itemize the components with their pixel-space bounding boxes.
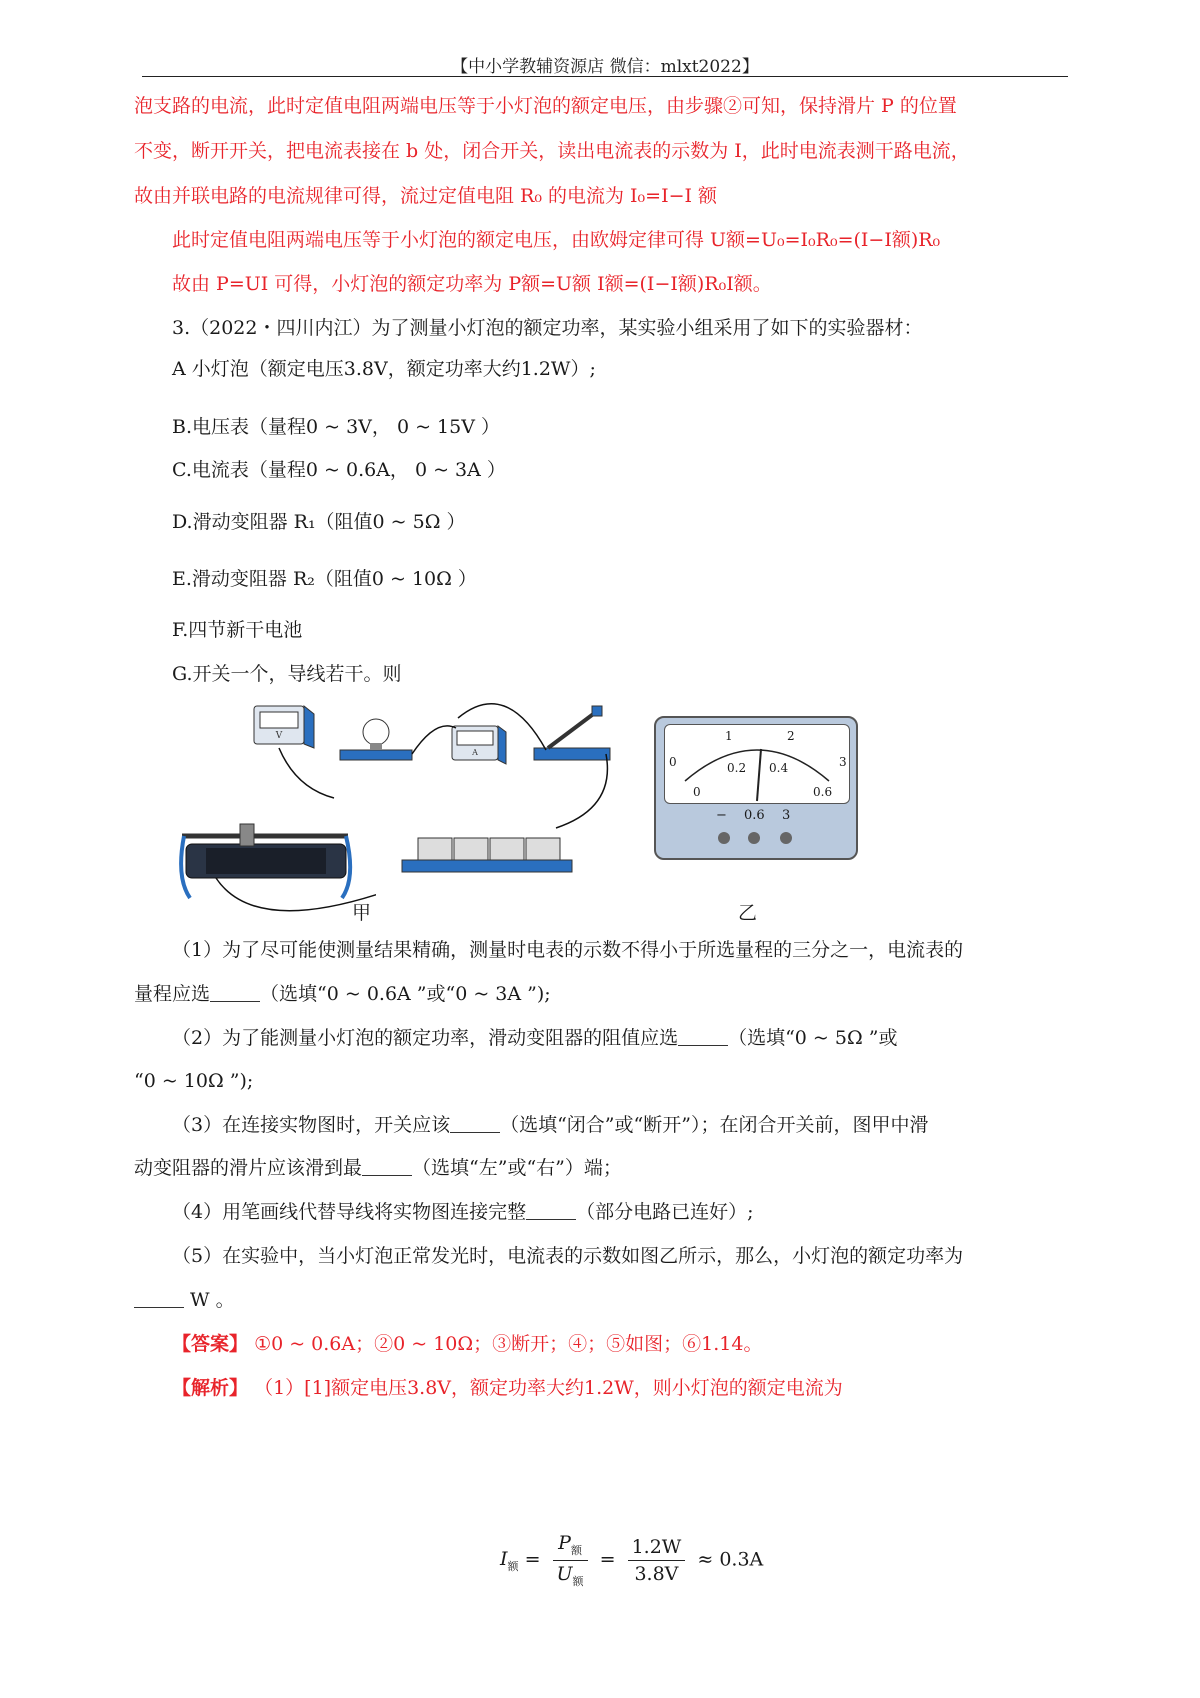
scale-bottom-2: 0.4: [769, 761, 789, 775]
terminal-06-label: 0.6: [744, 808, 765, 823]
q2-line-b: “0 ~ 10Ω ”);: [134, 1070, 254, 1092]
solution-line-3: 故由并联电路的电流规律可得，流过定值电阻 R₀ 的电流为 I₀=I−I 额: [134, 185, 718, 207]
q5-line-a: （5）在实验中，当小灯泡正常发光时，电流表的示数如图乙所示，那么，小灯泡的额定功率为: [172, 1245, 964, 1267]
fraction-num-2: 1.2W: [628, 1536, 686, 1561]
formula-lhs: [500, 1548, 519, 1574]
terminal-neg: [718, 832, 730, 844]
fraction-den-1: [553, 1561, 588, 1589]
fraction-den-2: 3.8V: [634, 1562, 679, 1585]
formula-result: ≈ 0.3A: [697, 1548, 764, 1571]
analysis-line: [172, 1376, 843, 1400]
q2-prefix: （2）为了能测量小灯泡的额定功率，滑动变阻器的阻值应选: [172, 1027, 679, 1049]
q5-line-b: [134, 1288, 235, 1312]
item-b: B.电压表（量程0 ~ 3V， 0 ~ 15V ）: [172, 416, 500, 438]
q4-prefix: （4）用笔画线代替导线将实物图连接完整: [172, 1201, 527, 1223]
q1-prefix: 量程应选: [134, 983, 211, 1005]
solution-line-4: 此时定值电阻两端电压等于小灯泡的额定电压，由欧姆定律可得 U额=U₀=I₀R₀=(I−I额)R₀: [172, 229, 941, 251]
fraction-symbolic: [553, 1532, 588, 1589]
figure-label-yi: 乙: [738, 902, 758, 924]
item-e: E.滑动变阻器 R₂（阻值0 ~ 10Ω ）: [172, 568, 477, 590]
switch-device: [534, 706, 610, 760]
q4-line: [172, 1200, 754, 1224]
header-rule: [142, 76, 1068, 77]
solution-line-1: 泡支路的电流，此时定值电阻两端电压等于小灯泡的额定电压，由步骤②可知，保持滑片 P 的位置: [134, 95, 957, 117]
scale-bottom-0: 0: [693, 785, 701, 799]
ammeter-dial: [654, 716, 858, 860]
voltmeter-device: [254, 706, 314, 748]
scale-bottom-3: 0.6: [813, 785, 833, 799]
den1-sub: 额: [572, 1574, 584, 1588]
answer-text: ①0 ~ 0.6A；②0 ~ 10Ω；③断开；④；⑤如图；⑥1.14。: [254, 1333, 763, 1355]
scale-top-2: 2: [787, 729, 795, 743]
fraction-numeric: [628, 1536, 686, 1585]
answer-tag: 【答案】: [172, 1333, 249, 1355]
q1-suffix: （选填“0 ~ 0.6A ”或“0 ~ 3A ”);: [260, 983, 551, 1005]
q3b-prefix: 动变阻器的滑片应该滑到最: [134, 1157, 363, 1179]
page-header: 【中小学教辅资源店 微信：mlxt2022】: [451, 57, 759, 77]
q2-line-a: [172, 1026, 898, 1050]
den1-symbol: U: [556, 1562, 573, 1585]
scale-top-3: 3: [839, 755, 847, 769]
terminal-06: [748, 832, 760, 844]
analysis-text: （1）[1]额定电压3.8V，额定功率大约1.2W，则小灯泡的额定电流为: [254, 1377, 843, 1399]
item-c: C.电流表（量程0 ~ 0.6A， 0 ~ 3A ）: [172, 459, 506, 481]
solution-line-5: 故由 P=UI 可得，小灯泡的额定功率为 P额=U额 I额=(I−I额)R₀I额。: [172, 273, 772, 295]
num1-symbol: P: [558, 1532, 571, 1554]
fraction-num-1: [553, 1532, 588, 1561]
dial-face: [664, 724, 850, 804]
equals-sign-2: =: [599, 1548, 616, 1571]
q4-blank: [526, 1201, 576, 1220]
item-a: A 小灯泡（额定电压3.8V，额定功率大约1.2W）;: [172, 358, 596, 380]
bulb-device: [340, 719, 412, 760]
q5-blank: [134, 1289, 184, 1308]
terminal-3: [780, 832, 792, 844]
ammeter-device: [452, 726, 506, 764]
answer-line: [172, 1332, 762, 1356]
q1-blank: [210, 983, 260, 1002]
rheostat-device: [176, 818, 376, 928]
terminal-3-label: 3: [782, 808, 791, 823]
num1-sub: 额: [570, 1543, 582, 1557]
item-g: G.开关一个，导线若干。则: [172, 663, 402, 685]
svg-text:A: A: [472, 748, 478, 757]
q1-line-b: [134, 982, 551, 1006]
dial-arc: [665, 725, 849, 803]
equals-sign-1: =: [524, 1548, 541, 1571]
q3-prefix: （3）在连接实物图时，开关应该: [172, 1114, 451, 1136]
q3-blank-2: [362, 1157, 412, 1176]
question-intro: 3.（2022・四川内江）为了测量小灯泡的额定功率，某实验小组采用了如下的实验器材：: [172, 317, 923, 339]
q2-blank: [678, 1027, 728, 1046]
q4-suffix: （部分电路已连好）;: [576, 1201, 754, 1223]
q1-line-a: （1）为了尽可能使测量结果精确，测量时电表的示数不得小于所选量程的三分之一，电流表的: [172, 939, 964, 961]
terminal-neg-label: −: [716, 808, 727, 823]
svg-text:V: V: [275, 731, 283, 741]
q3b-suffix: （选填“左”或“右”）端；: [412, 1157, 622, 1179]
scale-bottom-1: 0.2: [727, 761, 747, 775]
q3-line-a: [172, 1113, 928, 1137]
q5-suffix: W 。: [190, 1289, 235, 1311]
q3-suffix: （选填“闭合”或“断开”）；在闭合开关前，图甲中滑: [500, 1114, 929, 1136]
scale-top-0: 0: [669, 755, 677, 769]
q3-blank-1: [450, 1114, 500, 1133]
formula-lhs-symbol: I: [500, 1548, 508, 1571]
battery-pack: [398, 826, 578, 886]
q2-suffix: （选填“0 ~ 5Ω ”或: [728, 1027, 898, 1049]
item-d: D.滑动变阻器 R₁（阻值0 ~ 5Ω ）: [172, 511, 466, 533]
analysis-tag: 【解析】: [172, 1377, 249, 1399]
current-formula: [500, 1532, 763, 1589]
solution-line-2: 不变，断开开关，把电流表接在 b 处，闭合开关，读出电流表的示数为 I，此时电流表测干路电流，: [134, 140, 970, 162]
item-f: F.四节新干电池: [172, 619, 303, 641]
formula-lhs-sub: 额: [507, 1560, 519, 1574]
scale-top-1: 1: [725, 729, 733, 743]
q3-line-b: [134, 1156, 622, 1180]
figure-label-jia: 甲: [352, 902, 372, 924]
